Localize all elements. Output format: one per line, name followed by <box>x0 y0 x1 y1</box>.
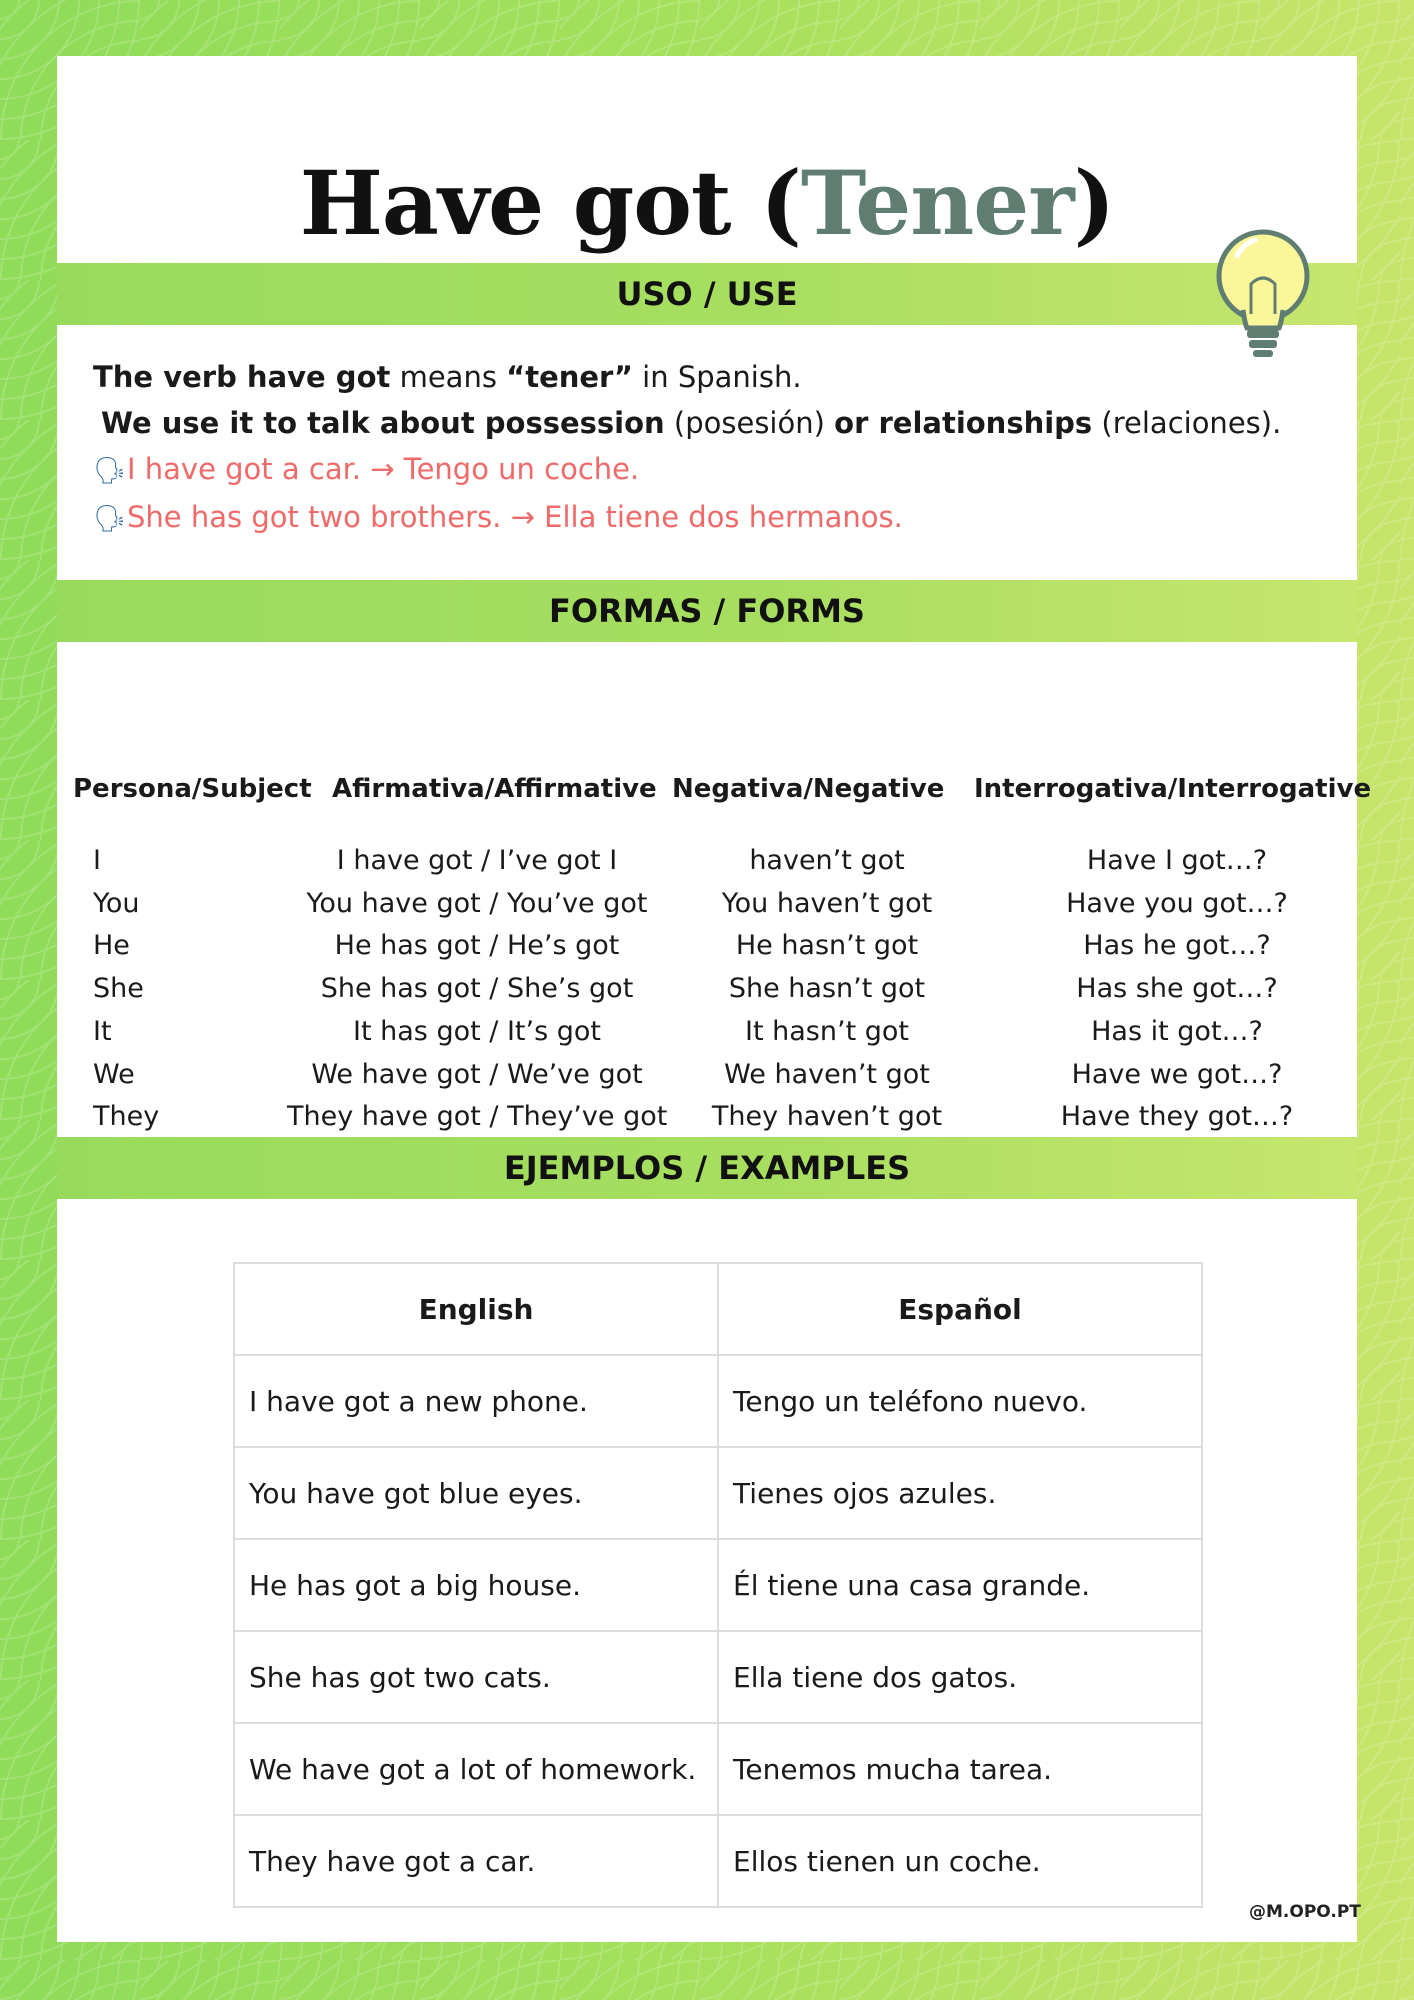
use-line-2-bold-2: or relationships <box>834 406 1093 440</box>
spanish-cell: Ellos tienen un coche. <box>718 1815 1202 1907</box>
table-row <box>234 1815 1202 1907</box>
forms-header-interrogative: Interrogativa/Interrogative <box>974 774 1372 804</box>
interrogative-cell: Have I got…? <box>1086 845 1268 876</box>
interrogative-cell: Have they got…? <box>1060 1101 1294 1133</box>
subject-cell: He <box>93 930 130 962</box>
english-cell: We have got a lot of homework. <box>234 1723 718 1815</box>
use-line-1-text-2: in Spanish. <box>632 360 802 394</box>
lightbulb-icon <box>1205 224 1325 364</box>
use-example-2 <box>93 494 1281 542</box>
section-header-forms: FORMAS / FORMS <box>57 580 1357 642</box>
subject-cell: They <box>93 1101 160 1133</box>
title-close: ) <box>1073 151 1115 255</box>
speaking-head-icon: 🗣 <box>93 504 127 534</box>
forms-header-negative: Negativa/Negative <box>672 774 945 804</box>
negative-cell: You haven’t got <box>721 887 933 919</box>
table-row <box>234 1539 1202 1631</box>
section-header-examples: EJEMPLOS / EXAMPLES <box>57 1137 1357 1199</box>
use-line-2-text-2: (relaciones). <box>1092 406 1282 440</box>
use-example-2-text: She has got two brothers. → Ella tiene dos hermanos. <box>127 500 903 534</box>
spanish-cell: Tengo un teléfono nuevo. <box>718 1355 1202 1447</box>
use-line-2-text-1: (posesión) <box>664 406 835 440</box>
english-cell: You have got blue eyes. <box>234 1447 718 1539</box>
worksheet <box>57 56 1372 1942</box>
use-line-1-text-1: means <box>390 360 507 394</box>
interrogative-cell: Has she got…? <box>1076 973 1278 1005</box>
affirmative-cell: I have got / I’ve got I <box>336 845 618 876</box>
spanish-cell: Tienes ojos azules. <box>718 1447 1202 1539</box>
use-line-1 <box>93 354 1281 400</box>
interrogative-cell: Have you got…? <box>1066 887 1288 919</box>
use-line-2-bold-1: We use it to talk about possession <box>101 406 665 440</box>
column-header-english: English <box>234 1263 718 1355</box>
subject-cell: It <box>93 1015 112 1047</box>
spanish-cell: Él tiene una casa grande. <box>718 1539 1202 1631</box>
negative-cell: She hasn’t got <box>728 973 926 1005</box>
use-line-1-bold-2: “tener” <box>506 360 633 394</box>
author-credit: @M.OPO.PT <box>1249 1902 1361 1922</box>
spanish-cell: Ella tiene dos gatos. <box>718 1631 1202 1723</box>
forms-subject-column <box>93 840 159 1139</box>
subject-cell: I <box>93 845 101 876</box>
table-header-row <box>234 1263 1202 1355</box>
forms-header-subject: Persona/Subject <box>73 774 312 804</box>
forms-header-affirmative: Afirmativa/Affirmative <box>332 774 657 804</box>
negative-cell: haven’t got <box>749 845 905 876</box>
use-example-1-text: I have got a car. → Tengo un coche. <box>127 452 640 486</box>
affirmative-cell: They have got / They’ve got <box>287 1101 668 1133</box>
english-cell: They have got a car. <box>234 1815 718 1907</box>
use-example-1 <box>93 446 1281 494</box>
forms-interrogative-column <box>1027 840 1327 1139</box>
negative-cell: It hasn’t got <box>745 1015 909 1047</box>
use-explanation <box>93 354 1281 542</box>
table-row <box>234 1631 1202 1723</box>
affirmative-cell: It has got / It’s got <box>353 1015 601 1047</box>
subject-cell: She <box>93 973 144 1005</box>
table-row <box>234 1355 1202 1447</box>
section-header-use: USO / USE <box>57 263 1357 325</box>
affirmative-cell: She has got / She’s got <box>320 973 634 1005</box>
subject-cell: We <box>93 1058 135 1090</box>
negative-cell: They haven’t got <box>711 1101 943 1133</box>
interrogative-cell: Has it got…? <box>1091 1015 1263 1047</box>
interrogative-cell: Have we got…? <box>1071 1058 1283 1090</box>
forms-affirmative-column <box>287 840 667 1139</box>
negative-cell: He hasn’t got <box>735 930 919 962</box>
affirmative-cell: He has got / He’s got <box>334 930 620 962</box>
affirmative-cell: We have got / We’ve got <box>311 1058 643 1090</box>
affirmative-cell: You have got / You’ve got <box>306 887 648 919</box>
column-header-spanish: Español <box>718 1263 1202 1355</box>
subject-cell: You <box>93 887 140 919</box>
use-line-2 <box>93 400 1281 446</box>
english-cell: She has got two cats. <box>234 1631 718 1723</box>
english-cell: He has got a big house. <box>234 1539 718 1631</box>
page-title <box>57 151 1357 255</box>
negative-cell: We haven’t got <box>724 1058 930 1090</box>
table-row <box>234 1723 1202 1815</box>
title-accent: Tener <box>800 151 1074 255</box>
spanish-cell: Tenemos mucha tarea. <box>718 1723 1202 1815</box>
forms-negative-column <box>697 840 957 1139</box>
interrogative-cell: Has he got…? <box>1083 930 1271 962</box>
table-row <box>234 1447 1202 1539</box>
title-main: Have got ( <box>299 151 801 255</box>
use-line-1-bold-1: The verb have got <box>93 360 391 394</box>
speaking-head-icon: 🗣 <box>93 456 127 486</box>
examples-table <box>233 1262 1203 1908</box>
english-cell: I have got a new phone. <box>234 1355 718 1447</box>
